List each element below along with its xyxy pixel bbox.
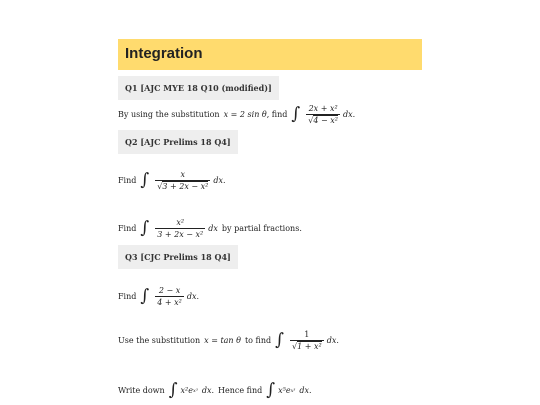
q3b-numerator: 1: [304, 330, 310, 339]
q3c-dx-2: dx.: [299, 386, 312, 395]
q2a-question: [118, 170, 226, 191]
q3a-dx: dx.: [186, 292, 200, 301]
q2a-fraction: [155, 170, 210, 191]
q2a-denominator: √3 + 2x − x²: [157, 182, 209, 191]
q3a-question: [118, 286, 199, 307]
integral-sign: ∫: [140, 218, 150, 238]
page-title: Integration: [125, 45, 203, 62]
integral-sign: ∫: [140, 170, 150, 190]
q2a-find: Find: [118, 176, 137, 185]
q3c-dx-1: dx.: [201, 386, 215, 395]
q3b-denominator: √1 + x²: [291, 342, 322, 351]
q1-question: [118, 104, 355, 125]
q3c-text-mid: Hence find: [218, 386, 263, 395]
q2b-denominator: 3 + 2x − x²: [157, 230, 204, 239]
q3b-fraction: [290, 330, 324, 351]
integral-sign: ∫: [168, 380, 178, 400]
q2a-dx: dx.: [213, 176, 226, 185]
q1-text-pre: By using the substitution: [118, 110, 220, 119]
q2b-dx: dx: [208, 224, 218, 233]
q1-substitution: x = 2 sin θ: [223, 110, 267, 119]
q3b-dx: dx.: [326, 336, 339, 345]
q3b-text-mid: to find: [244, 336, 272, 345]
q2b-question: [118, 218, 302, 239]
q2b-numerator: x²: [176, 218, 185, 227]
title-banner: [118, 39, 422, 70]
q1-fraction: [306, 104, 340, 125]
q3b-substitution: x = tan θ: [204, 336, 241, 345]
q3a-numerator: 2 − x: [158, 286, 181, 295]
q2b-tail: by partial fractions.: [221, 224, 302, 233]
q3c-exponent-1: x³: [193, 387, 198, 394]
q3c-exponent-2: x³: [290, 387, 296, 394]
q2b-fraction: [155, 218, 205, 239]
q2a-numerator: x: [180, 170, 186, 179]
q3a-fraction: [155, 286, 184, 307]
q3c-integrand-1: x²e: [180, 386, 193, 395]
integral-sign: ∫: [275, 330, 284, 350]
q2b-find: Find: [118, 224, 137, 233]
q3b-question: [118, 330, 339, 351]
integral-sign: ∫: [291, 104, 301, 124]
integral-sign: ∫: [140, 286, 150, 306]
q3b-text-pre: Use the substitution: [118, 336, 201, 345]
q1-dx: dx.: [342, 110, 356, 119]
q3c-question: [118, 382, 312, 399]
q3a-denominator: 4 + x²: [157, 298, 182, 307]
q1-denominator: √4 − x²: [308, 116, 338, 125]
integral-sign: ∫: [266, 380, 276, 400]
section-label-q3: Q3 [CJC Prelims 18 Q4]: [118, 245, 238, 269]
section-label-q2: Q2 [AJC Prelims 18 Q4]: [118, 130, 238, 154]
q3c-text-pre: Write down: [118, 386, 165, 395]
q3c-integrand-2: x⁵e: [278, 386, 291, 395]
q3a-find: Find: [118, 292, 137, 301]
q1-numerator: 2x + x²: [308, 104, 338, 113]
q1-text-mid: , find: [266, 110, 288, 119]
section-label-q1: Q1 [AJC MYE 18 Q10 (modified)]: [118, 76, 279, 100]
